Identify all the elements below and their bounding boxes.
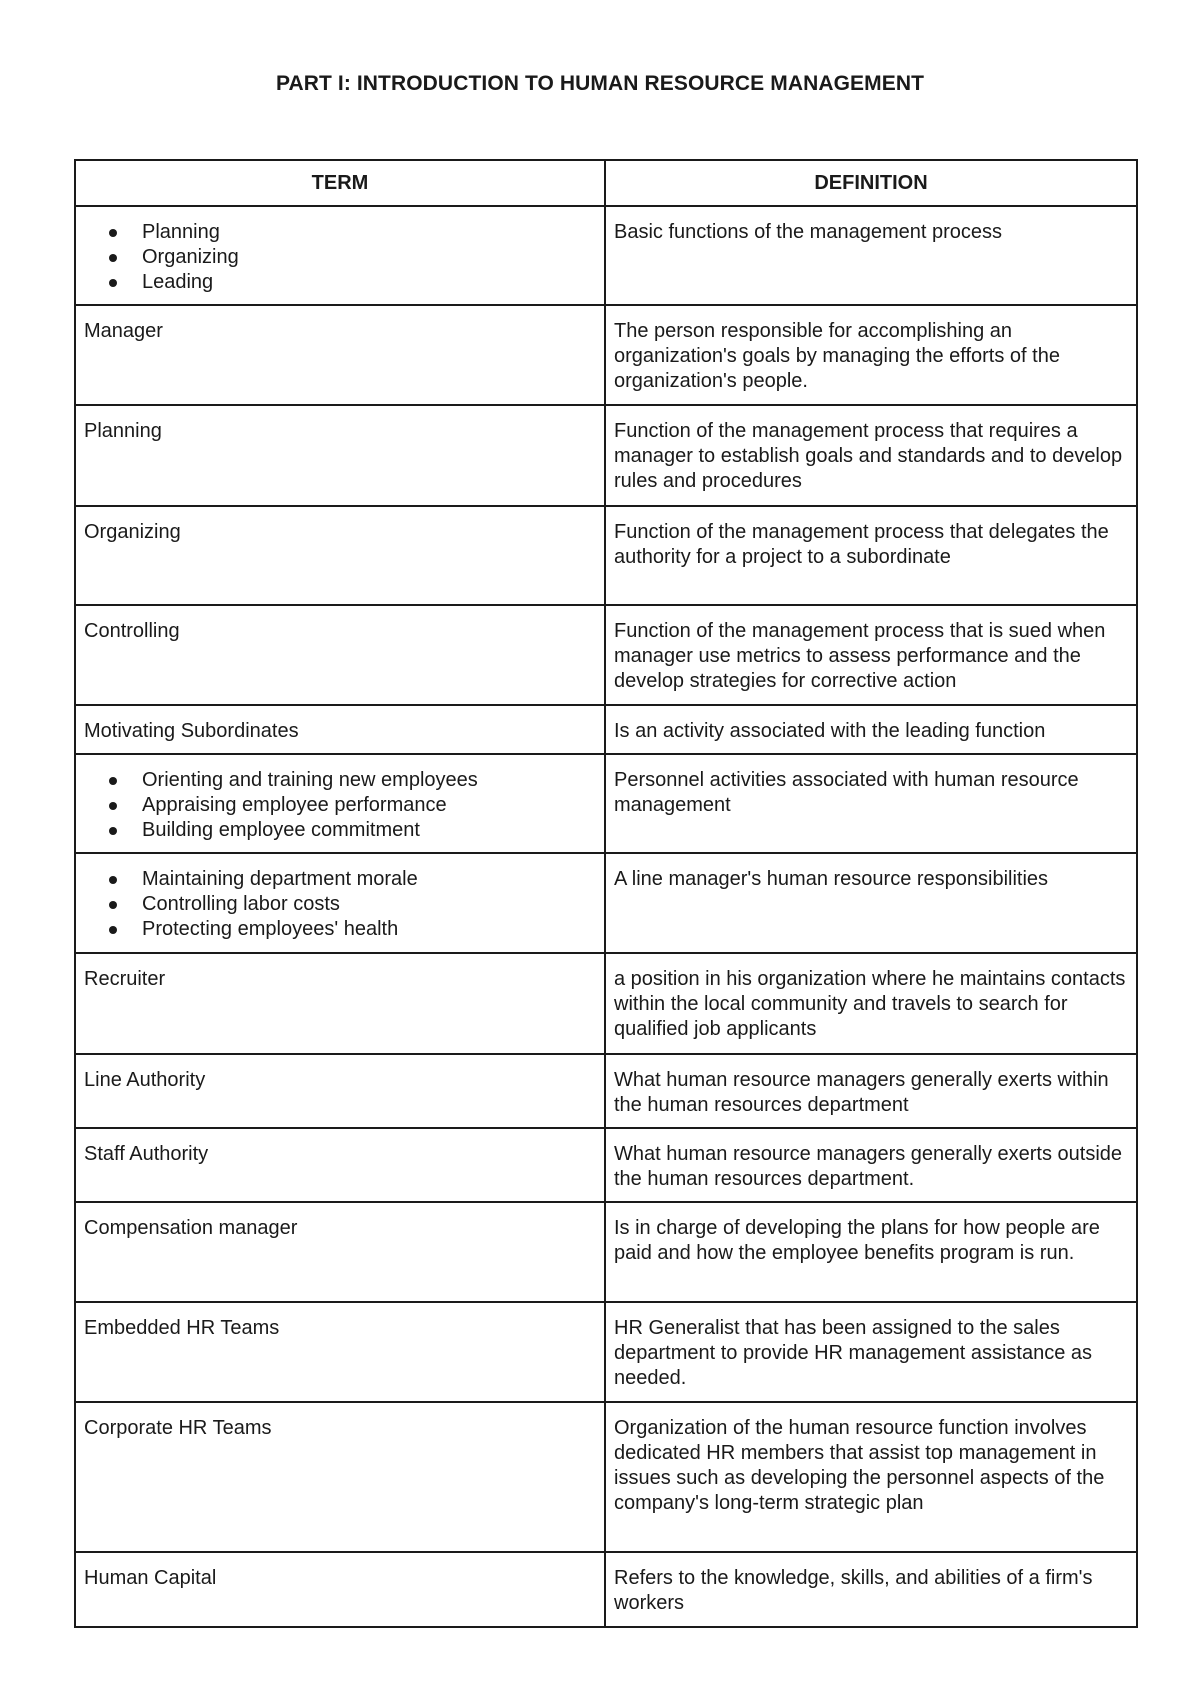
definition-cell: The person responsible for accomplishing an organization's goals by managing the efforts of the organization's people.: [605, 305, 1137, 405]
term-cell: Planning: [75, 405, 605, 506]
term-cell: Corporate HR Teams: [75, 1402, 605, 1552]
term-bullet-list: [84, 768, 596, 843]
term-cell: Compensation manager: [75, 1202, 605, 1302]
table-row: [75, 1302, 1137, 1402]
table-row: [75, 405, 1137, 506]
term-bullet-list: [84, 220, 596, 295]
list-item: Maintaining department morale: [142, 867, 596, 892]
definition-cell: Personnel activities associated with human resource management: [605, 754, 1137, 853]
term-cell: Line Authority: [75, 1054, 605, 1128]
list-item: Appraising employee performance: [142, 793, 596, 818]
table-row: [75, 853, 1137, 953]
term-cell: Embedded HR Teams: [75, 1302, 605, 1402]
table-header-row: [75, 160, 1137, 206]
table-row: [75, 506, 1137, 605]
table-row: [75, 754, 1137, 853]
list-item: Leading: [142, 270, 596, 295]
table-row: [75, 1552, 1137, 1627]
term-cell: [75, 206, 605, 305]
definition-cell: HR Generalist that has been assigned to the sales department to provide HR management assistance as needed.: [605, 1302, 1137, 1402]
list-item: Controlling labor costs: [142, 892, 596, 917]
header-definition: DEFINITION: [605, 160, 1137, 206]
table-row: [75, 953, 1137, 1054]
definition-cell: What human resource managers generally exerts outside the human resources department.: [605, 1128, 1137, 1202]
definition-cell: a position in his organization where he maintains contacts within the local community and travels to search for qualified job applicants: [605, 953, 1137, 1054]
term-cell: Human Capital: [75, 1552, 605, 1627]
list-item: Building employee commitment: [142, 818, 596, 843]
list-item: Organizing: [142, 245, 596, 270]
definition-cell: Organization of the human resource function involves dedicated HR members that assist top management in issues such as developing the personnel aspects of the company's long-term strategic plan: [605, 1402, 1137, 1552]
term-cell: Recruiter: [75, 953, 605, 1054]
header-term: TERM: [75, 160, 605, 206]
term-cell: Organizing: [75, 506, 605, 605]
term-cell: [75, 754, 605, 853]
definition-cell: Refers to the knowledge, skills, and abilities of a firm's workers: [605, 1552, 1137, 1627]
definition-cell: Function of the management process that is sued when manager use metrics to assess performance and the develop strategies for corrective action: [605, 605, 1137, 705]
definition-cell: What human resource managers generally exerts within the human resources department: [605, 1054, 1137, 1128]
term-cell: [75, 853, 605, 953]
definition-cell: Is in charge of developing the plans for how people are paid and how the employee benefits program is run.: [605, 1202, 1137, 1302]
definition-cell: Is an activity associated with the leading function: [605, 705, 1137, 754]
definition-cell: Function of the management process that delegates the authority for a project to a subordinate: [605, 506, 1137, 605]
table-row: [75, 605, 1137, 705]
table-row: [75, 206, 1137, 305]
table-row: [75, 1202, 1137, 1302]
term-cell: Manager: [75, 305, 605, 405]
term-cell: Motivating Subordinates: [75, 705, 605, 754]
table-row: [75, 1128, 1137, 1202]
terms-table: [74, 159, 1138, 1628]
list-item: Orienting and training new employees: [142, 768, 596, 793]
term-cell: Controlling: [75, 605, 605, 705]
definition-cell: Function of the management process that requires a manager to establish goals and standards and to develop rules and procedures: [605, 405, 1137, 506]
term-bullet-list: [84, 867, 596, 942]
table-row: [75, 1054, 1137, 1128]
definition-cell: A line manager's human resource responsibilities: [605, 853, 1137, 953]
list-item: Planning: [142, 220, 596, 245]
table-row: [75, 305, 1137, 405]
page-title: PART I: INTRODUCTION TO HUMAN RESOURCE MANAGEMENT: [275, 72, 925, 95]
term-cell: Staff Authority: [75, 1128, 605, 1202]
list-item: Protecting employees' health: [142, 917, 596, 942]
table-row: [75, 705, 1137, 754]
table-row: [75, 1402, 1137, 1552]
definition-cell: Basic functions of the management process: [605, 206, 1137, 305]
